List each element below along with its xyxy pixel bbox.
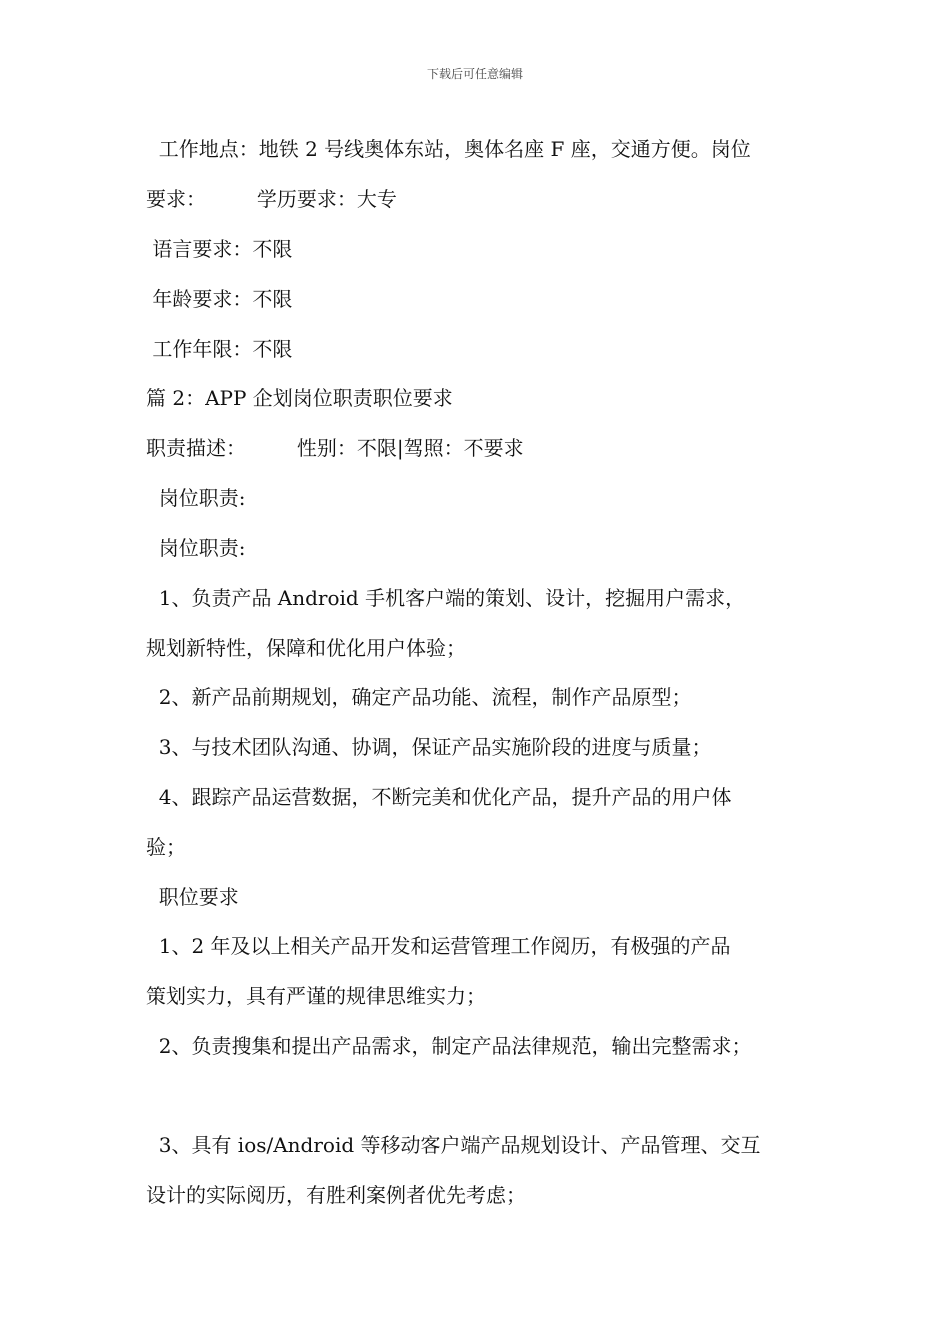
text-line-duty-4-cont: 验；	[146, 835, 186, 859]
text-line-requirement-3: 3、具有 ios/Android 等移动客户端产品规划设计、产品管理、交互	[146, 1133, 761, 1157]
text-line-requirement-2: 2、负责搜集和提出产品需求，制定产品法律规范，输出完整需求；	[146, 1034, 752, 1058]
text-line-duty-description: 职责描述： 性别：不限|驾照：不要求	[146, 436, 524, 460]
text-line-education: 要求： 学历要求：大专	[146, 187, 397, 211]
text-line-language: 语言要求：不限	[146, 237, 293, 261]
text-line-duties-label: 岗位职责:	[146, 536, 246, 560]
text-line-age: 年龄要求：不限	[146, 287, 293, 311]
text-line-requirement-1: 1、2 年及以上相关产品开发和运营管理工作阅历，有极强的产品	[146, 934, 731, 958]
text-line-duties-label: 岗位职责:	[146, 486, 246, 510]
page-header: 下载后可任意编辑	[426, 67, 523, 81]
text-line-duty-4: 4、跟踪产品运营数据，不断完美和优化产品，提升产品的用户体	[146, 785, 732, 809]
text-line-experience-years: 工作年限：不限	[146, 337, 293, 361]
text-line-duty-1-cont: 规划新特性，保障和优化用户体验；	[146, 636, 466, 660]
section-heading: 篇 2：APP 企划岗位职责职位要求	[146, 386, 453, 410]
text-line-duty-3: 3、与技术团队沟通、协调，保证产品实施阶段的进度与质量；	[146, 735, 712, 759]
text-line-work-location: 工作地点：地铁 2 号线奥体东站，奥体名座 F 座，交通方便。岗位	[146, 137, 751, 161]
text-line-requirement-3-cont: 设计的实际阅历，有胜利案例者优先考虑；	[146, 1183, 526, 1207]
text-line-requirement-1-cont: 策划实力，具有严谨的规律思维实力；	[146, 984, 486, 1008]
text-line-requirements-label: 职位要求	[146, 885, 239, 909]
text-line-duty-1: 1、负责产品 Android 手机客户端的策划、设计，挖掘用户需求，	[146, 586, 746, 610]
text-line-duty-2: 2、新产品前期规划，确定产品功能、流程，制作产品原型；	[146, 685, 692, 709]
